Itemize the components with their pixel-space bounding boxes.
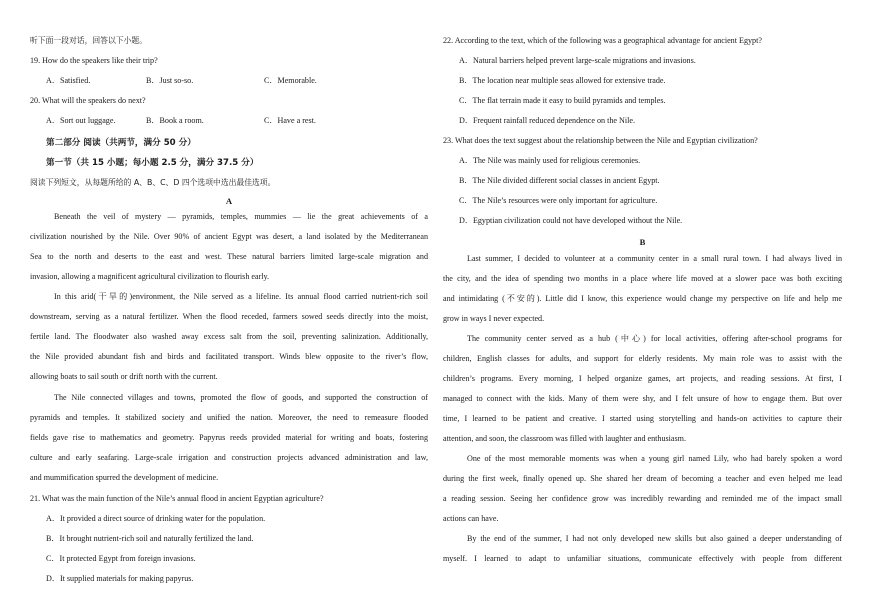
listening-intro: 听下面一段对话，回答以下小题。 bbox=[30, 36, 147, 45]
text-line: By the end of the summer, I had not only developed new skills but also gained a deeper understanding of bbox=[467, 534, 842, 543]
text-line: grow in ways I never expected. bbox=[443, 314, 545, 323]
option-c[interactable]: C．Memorable. bbox=[264, 76, 317, 85]
question-19-stem: 19. How do the speakers like their trip? bbox=[30, 56, 158, 65]
passage-a-paragraph-1 bbox=[30, 207, 428, 287]
passage-a-paragraph-3 bbox=[30, 388, 428, 488]
reading-instruction: 阅读下列短文，从每题所给的 A、B、C、D 四个选项中选出最佳选项。 bbox=[30, 178, 276, 187]
option-a[interactable]: A．Natural barriers helped prevent large-scale migrations and invasions. bbox=[459, 56, 696, 65]
option-b[interactable]: B．Just so-so. bbox=[146, 76, 194, 85]
option-d[interactable]: D．Egyptian civilization could not have developed without the Nile. bbox=[459, 216, 683, 225]
question-23-stem: 23. What does the text suggest about the relationship between the Nile and Egyptian civilization? bbox=[443, 136, 758, 145]
text-line: myself. I learned to adapt to unfamiliar situations, communicate effectively with people from different bbox=[443, 554, 842, 563]
option-a[interactable]: A．It provided a direct source of drinking water for the population. bbox=[46, 514, 266, 523]
option-c[interactable]: C．Have a rest. bbox=[264, 116, 316, 125]
section-one-heading: 第一节（共 15 小题；每小题 2.5 分，满分 37.5 分） bbox=[46, 158, 259, 168]
option-c[interactable]: C．The Nile’s resources were only important for agriculture. bbox=[459, 196, 658, 205]
passage-a-paragraph-2 bbox=[30, 287, 428, 387]
question-19-options bbox=[46, 76, 317, 86]
text-line: the Nile provided abundant fish and birds and facilitated transport. Winds blew opposite to the river’s flow, bbox=[30, 352, 428, 361]
text-line: culture and early seafaring. Large-scale irrigation and construction projects advanced administration and law, bbox=[30, 453, 428, 462]
passage-b-paragraph-1 bbox=[443, 249, 842, 329]
text-line: civilization nourished by the Nile. Over 90% of ancient Egypt was desert, a land isolated by the Mediterranean bbox=[30, 232, 428, 241]
text-line: actions can have. bbox=[443, 514, 499, 523]
text-line: fields gave rise to mathematics and geometry. Papyrus reeds provided material for writing and boats, fostering bbox=[30, 433, 428, 442]
option-c[interactable]: C．The flat terrain made it easy to build pyramids and temples. bbox=[459, 96, 666, 105]
text-line: downstream, serving as a natural fertilizer. When the flood receded, farmers sowed seeds directly into the moist, bbox=[30, 312, 428, 321]
option-b[interactable]: B．The Nile divided different social classes in ancient Egypt. bbox=[459, 176, 660, 185]
question-22-stem: 22. According to the text, which of the following was a geographical advantage for ancient Egypt? bbox=[443, 36, 762, 45]
text-line: allowing boats to sail south or drift north with the current. bbox=[30, 372, 218, 381]
text-line: Beneath the veil of mystery — pyramids, temples, mummies — lie the great achievements of a bbox=[54, 212, 428, 221]
text-line: children, English classes for adults, and support for elderly residents. My main role was to assist with the bbox=[443, 354, 842, 363]
text-line: The community center served as a hub (中心) for local activities, offering after-school programs for bbox=[467, 334, 842, 343]
text-line: The Nile connected villages and towns, promoted the flow of goods, and supported the construction of bbox=[54, 393, 428, 402]
text-line: Sea to the north and deserts to the east and west. These natural barriers limited large-scale migration and bbox=[30, 252, 428, 261]
option-c[interactable]: C．It protected Egypt from foreign invasions. bbox=[46, 554, 196, 563]
text-line: the city, and the idea of spending two months in a place where life moved at a slower pace was both exciting bbox=[443, 274, 842, 283]
text-line: children’s programs. Every morning, I helped organize games, art projects, and reading sessions. At first, I bbox=[443, 374, 842, 383]
passage-a-title: A bbox=[225, 196, 233, 206]
passage-b-paragraph-2 bbox=[443, 329, 842, 449]
text-line: and mummification spurred the development of medicine. bbox=[30, 473, 219, 482]
text-line: One of the most memorable moments was when a young girl named Lily, who had barely spoken a word bbox=[467, 454, 842, 463]
question-20-options bbox=[46, 116, 316, 126]
option-d[interactable]: D．It supplied materials for making papyrus. bbox=[46, 574, 194, 583]
text-line: attention, and soon, the classroom was filled with laughter and enthusiasm. bbox=[443, 434, 686, 443]
option-d[interactable]: D．Frequent rainfall reduced dependence on the Nile. bbox=[459, 116, 635, 125]
passage-b-paragraph-3 bbox=[443, 449, 842, 529]
option-b[interactable]: B．The location near multiple seas allowed for extensive trade. bbox=[459, 76, 666, 85]
option-b[interactable]: B．It brought nutrient-rich soil and naturally fertilized the land. bbox=[46, 534, 254, 543]
option-a[interactable]: A．Sort out luggage. bbox=[46, 116, 116, 125]
option-b[interactable]: B．Book a room. bbox=[146, 116, 204, 125]
question-21-stem: 21. What was the main function of the Nile’s annual flood in ancient Egyptian agriculture? bbox=[30, 494, 324, 503]
option-a[interactable]: A．The Nile was mainly used for religious ceremonies. bbox=[459, 156, 641, 165]
text-line: and intimidating (不安的). Little did I know, this experience would change my perspective on life and help me bbox=[443, 294, 842, 303]
option-a[interactable]: A．Satisfied. bbox=[46, 76, 91, 85]
text-line: during the first week, finally opened up. She shared her dream of becoming a teacher and even helped me lead bbox=[443, 474, 842, 483]
passage-b-title: B bbox=[639, 237, 646, 247]
text-line: time, I learned to be patient and creative. I started using storytelling and hands-on activities to capture their bbox=[443, 414, 842, 423]
text-line: Last summer, I decided to volunteer at a community center in a small rural town. I had always lived in bbox=[467, 254, 842, 263]
text-line: In this arid(干旱的)environment, the Nile served as a lifeline. Its annual flood carried nutrient-rich soil bbox=[54, 292, 428, 301]
passage-b-paragraph-4 bbox=[443, 529, 842, 569]
text-line: a reading session. Seeing her confidence grow was incredibly rewarding and reminded me of the impact small bbox=[443, 494, 842, 503]
text-line: pyramids and temples. It stabilized society and unified the nation. Moreover, the need to remeasure flooded bbox=[30, 413, 428, 422]
question-20-stem: 20. What will the speakers do next? bbox=[30, 96, 146, 105]
part-two-heading: 第二部分 阅读（共两节，满分 50 分） bbox=[46, 138, 196, 148]
text-line: managed to connect with the kids. Many of them were shy, and I felt unsure of how to engage them. But over bbox=[443, 394, 842, 403]
text-line: fertile land. The floodwater also washed away excess salt from the soil, preventing salinization. Additionally, bbox=[30, 332, 428, 341]
text-line: invasion, allowing a magnificent agricultural civilization to flourish early. bbox=[30, 272, 270, 281]
